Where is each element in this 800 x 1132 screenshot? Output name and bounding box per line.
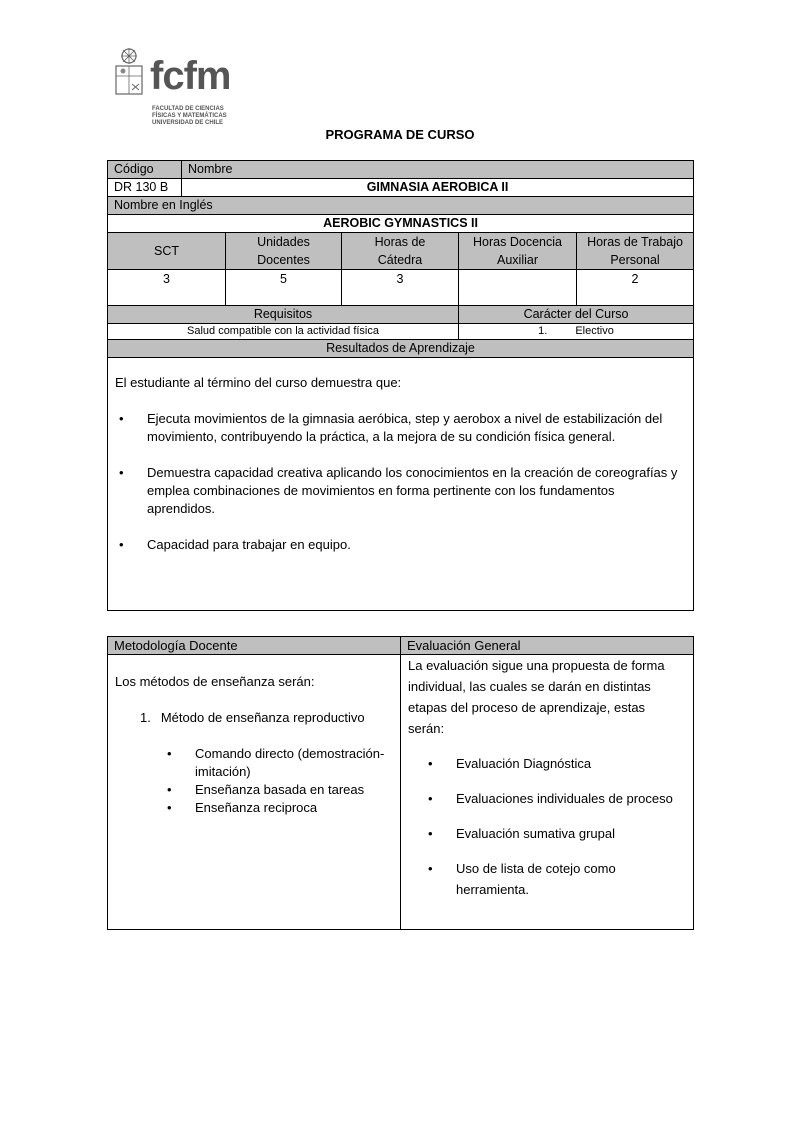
english-name: AEROBIC GYMNASTICS II <box>108 215 694 233</box>
value-unidades-docentes: 5 <box>226 270 342 306</box>
results-label: Resultados de Aprendizaje <box>108 340 694 358</box>
name-label: Nombre <box>182 161 694 179</box>
character-label: Carácter del Curso <box>459 306 694 324</box>
logo-subtitle: FACULTAD DE CIENCIAS FÍSICAS Y MATEMÁTICAS UNIVERSIDAD DE CHILE <box>152 106 227 126</box>
value-horas-personal: 2 <box>577 270 694 306</box>
requisites-label: Requisitos <box>108 306 459 324</box>
header-horas-catedra: Horas de Cátedra <box>342 233 459 270</box>
methodology-item: 1. Método de enseñanza reproductivo <box>140 710 365 725</box>
value-sct: 3 <box>108 270 226 306</box>
evaluation-item: • Evaluación sumativa grupal <box>424 823 686 844</box>
methodology-table <box>107 636 694 930</box>
code-label: Código <box>108 161 182 179</box>
methodology-subitem: • Comando directo (demostración-imitación) <box>163 745 393 781</box>
character-value: 1. Electivo <box>459 324 694 340</box>
course-table <box>107 160 694 611</box>
evaluation-content <box>401 655 694 930</box>
fcfm-logo <box>112 46 242 130</box>
header-unidades-docentes: Unidades Docentes <box>226 233 342 270</box>
methodology-intro: Los métodos de enseñanza serán: <box>115 674 315 689</box>
header-sct: SCT <box>108 233 226 270</box>
course-name: GIMNASIA AEROBICA II <box>182 179 694 197</box>
evaluation-item: • Evaluación Diagnóstica <box>424 753 686 774</box>
methodology-content <box>108 655 401 930</box>
result-item: • Demuestra capacidad creativa aplicando los conocimientos en la creación de coreografías y emplea combinaciones de movimientos en forma pertinente con los fundamentos aprendidos. <box>115 464 686 518</box>
evaluation-label: Evaluación General <box>401 637 694 655</box>
value-horas-catedra: 3 <box>342 270 459 306</box>
results-intro: El estudiante al término del curso demuestra que: <box>115 375 402 390</box>
course-code: DR 130 B <box>108 179 182 197</box>
header-horas-personal: Horas de Trabajo Personal <box>577 233 694 270</box>
result-item: • Ejecuta movimientos de la gimnasia aeróbica, step y aerobox a nivel de estabilización del movimiento, contribuyendo la práctica, a la mejora de su condición física general. <box>115 410 686 446</box>
logo-wordmark: fcfm <box>150 54 231 98</box>
methodology-subitem: • Enseñanza reciproca <box>163 799 393 817</box>
requisites-value: Salud compatible con la actividad física <box>108 324 459 340</box>
results-content <box>108 358 694 611</box>
evaluation-intro: La evaluación sigue una propuesta de forma individual, las cuales se darán en distintas etapas del proceso de aprendizaje, estas serán: <box>408 658 665 736</box>
methodology-label: Metodología Docente <box>108 637 401 655</box>
document-title: PROGRAMA DE CURSO <box>325 127 475 142</box>
evaluation-item: • Evaluaciones individuales de proceso <box>424 788 686 809</box>
value-horas-auxiliar <box>459 270 577 306</box>
header-horas-auxiliar: Horas Docencia Auxiliar <box>459 233 577 270</box>
english-name-label: Nombre en Inglés <box>108 197 694 215</box>
university-seal-icon <box>112 46 146 98</box>
methodology-subitem: • Enseñanza basada en tareas <box>163 781 393 799</box>
result-item: • Capacidad para trabajar en equipo. <box>115 536 686 554</box>
evaluation-item: • Uso de lista de cotejo como herramienta. <box>424 858 686 900</box>
